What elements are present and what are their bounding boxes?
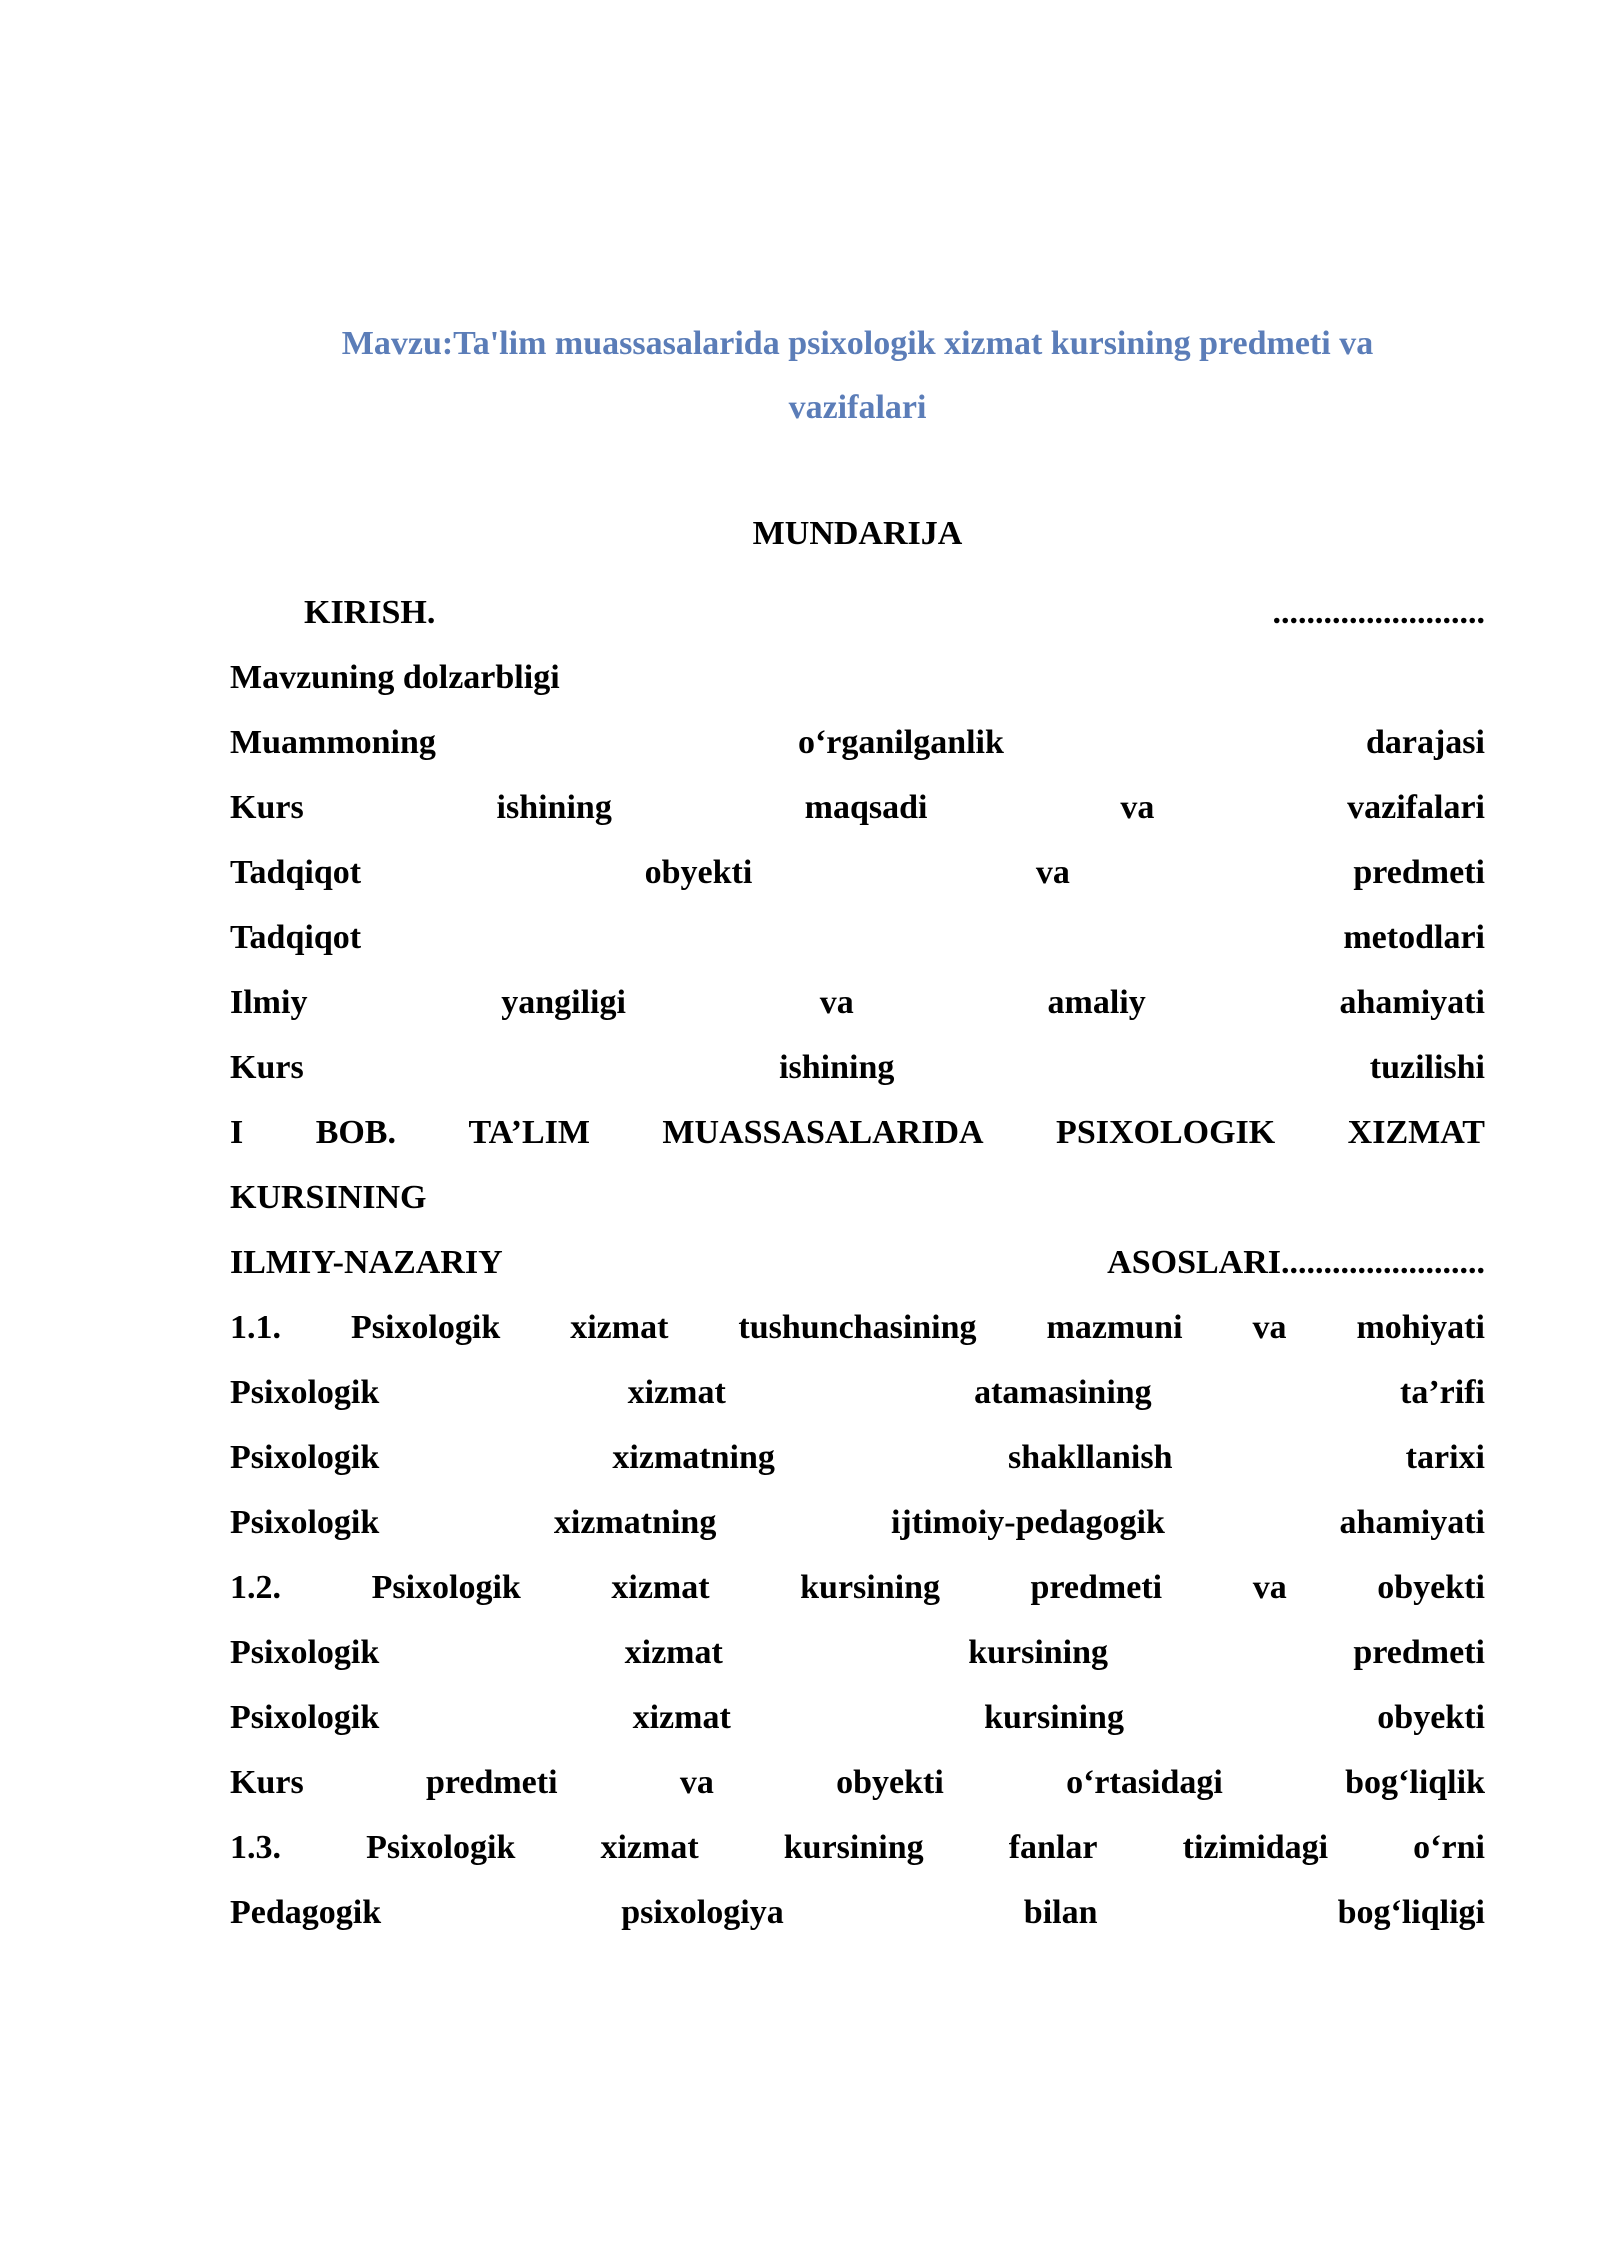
toc-word: 1.2. [230,1569,281,1606]
toc-word: predmeti [1353,854,1485,891]
toc-row [230,1360,1485,1425]
toc-word: o‘rni [1413,1829,1485,1866]
toc-row [230,1620,1485,1685]
toc-word: yangiligi [501,984,626,1021]
toc-word: Mavzuning dolzarbligi [230,659,560,696]
toc-word: Psixologik [230,1634,380,1671]
toc-word: bilan [1023,1894,1098,1931]
toc-word: 1.1. [230,1309,281,1346]
table-of-contents [230,580,1485,1945]
toc-word: tizimidagi [1182,1829,1329,1866]
toc-word: predmeti [425,1764,558,1801]
toc-word: tushunchasining [738,1309,977,1346]
toc-word: ahamiyati [1339,1504,1485,1541]
toc-row [230,580,1485,645]
toc-word: va [1252,1309,1287,1346]
toc-word: obyekti [1377,1699,1485,1736]
toc-word: ishining [496,789,612,826]
toc-word: vazifalari [1347,789,1485,826]
toc-word: metodlari [1343,919,1485,956]
toc-word: maqsadi [804,789,928,826]
toc-row [230,645,1485,710]
toc-word: obyekti [1377,1569,1485,1606]
toc-word: ILMIY-NAZARIY [230,1244,503,1281]
toc-word: Psixologik [350,1309,501,1346]
toc-word: 1.3. [230,1829,281,1866]
toc-row [230,1165,1485,1230]
toc-word: Ilmiy [230,984,308,1021]
title-line: vazifalari [788,389,927,426]
toc-word: ishining [779,1049,895,1086]
toc-word: bog‘liqligi [1337,1894,1485,1931]
toc-row [230,1880,1485,1945]
toc-word: KIRISH. [304,594,436,631]
toc-word: TA’LIM [468,1114,590,1151]
toc-word: kursining [783,1829,924,1866]
toc-word: o‘rtasidagi [1066,1764,1223,1801]
toc-word: BOB. [315,1114,396,1151]
toc-word: ahamiyati [1339,984,1485,1021]
toc-word: fanlar [1008,1829,1098,1866]
toc-word: Tadqiqot [230,919,362,956]
toc-word: xizmat [624,1634,723,1671]
toc-word: MUASSASALARIDA [662,1114,984,1151]
toc-word: Tadqiqot [230,854,362,891]
toc-word: predmeti [1353,1634,1485,1671]
toc-word: va [1252,1569,1287,1606]
toc-word: psixologiya [621,1894,784,1931]
toc-row [230,1425,1485,1490]
toc-word: darajasi [1365,724,1485,761]
toc-row [230,1750,1485,1815]
toc-word: obyekti [644,854,753,891]
toc-word: Kurs [230,1049,304,1086]
toc-word: xizmat [570,1309,669,1346]
toc-word: Psixologik [230,1504,380,1541]
toc-word: obyekti [836,1764,944,1801]
toc-word: Kurs [230,789,304,826]
toc-word: Psixologik [230,1374,380,1411]
toc-word: mazmuni [1046,1309,1183,1346]
toc-word: ta’rifi [1400,1374,1485,1411]
toc-word: va [1035,854,1070,891]
toc-row [230,1295,1485,1360]
toc-word: Psixologik [371,1569,521,1606]
toc-word: xizmatning [612,1439,775,1476]
toc-word: Muammoning [230,724,436,761]
toc-word: kursining [968,1634,1109,1671]
toc-word: bog‘liqlik [1345,1764,1485,1801]
toc-word: xizmatning [553,1504,717,1541]
toc-heading: MUNDARIJA [752,515,963,552]
toc-word: Psixologik [230,1699,380,1736]
toc-row [230,1815,1485,1880]
document-title [270,312,1445,440]
toc-word: atamasining [974,1374,1152,1411]
toc-row [230,775,1485,840]
toc-word: mohiyati [1356,1309,1485,1346]
toc-row [230,1035,1485,1100]
toc-word: kursining [800,1569,940,1606]
toc-word: Psixologik [230,1439,380,1476]
toc-word: xizmat [632,1699,731,1736]
toc-word: tarixi [1405,1439,1485,1476]
toc-word: xizmat [627,1374,726,1411]
toc-row [230,1230,1485,1295]
toc-row [230,840,1485,905]
toc-word: ijtimoiy-pedagogik [890,1504,1165,1541]
toc-word: va [679,1764,714,1801]
toc-word: Kurs [230,1764,304,1801]
toc-word: KURSINING [230,1179,427,1216]
toc-word: xizmat [600,1829,699,1866]
toc-word: XIZMAT [1347,1114,1485,1151]
title-line: Mavzu:Ta'lim muassasalarida psixologik xizmat kursining predmeti va [341,325,1374,362]
toc-word: shakllanish [1008,1439,1173,1476]
toc-word: tuzilishi [1369,1049,1485,1086]
toc-word: ......................... [1272,594,1485,631]
toc-row [230,710,1485,775]
toc-row [230,905,1485,970]
toc-word: kursining [984,1699,1124,1736]
toc-row [230,970,1485,1035]
toc-row [230,1100,1485,1165]
toc-word: va [1120,789,1155,826]
toc-word: xizmat [611,1569,710,1606]
toc-word: Pedagogik [230,1894,382,1931]
toc-word: o‘rganilganlik [797,724,1004,761]
toc-word: PSIXOLOGIK [1056,1114,1276,1151]
toc-row [230,1685,1485,1750]
toc-row [230,1490,1485,1555]
toc-word: va [819,984,854,1021]
toc-word: I [230,1114,244,1151]
toc-word: Psixologik [366,1829,516,1866]
toc-word: amaliy [1047,984,1146,1021]
toc-word: ASOSLARI........................ [1107,1244,1485,1281]
toc-row [230,1555,1485,1620]
toc-word: predmeti [1030,1569,1163,1606]
